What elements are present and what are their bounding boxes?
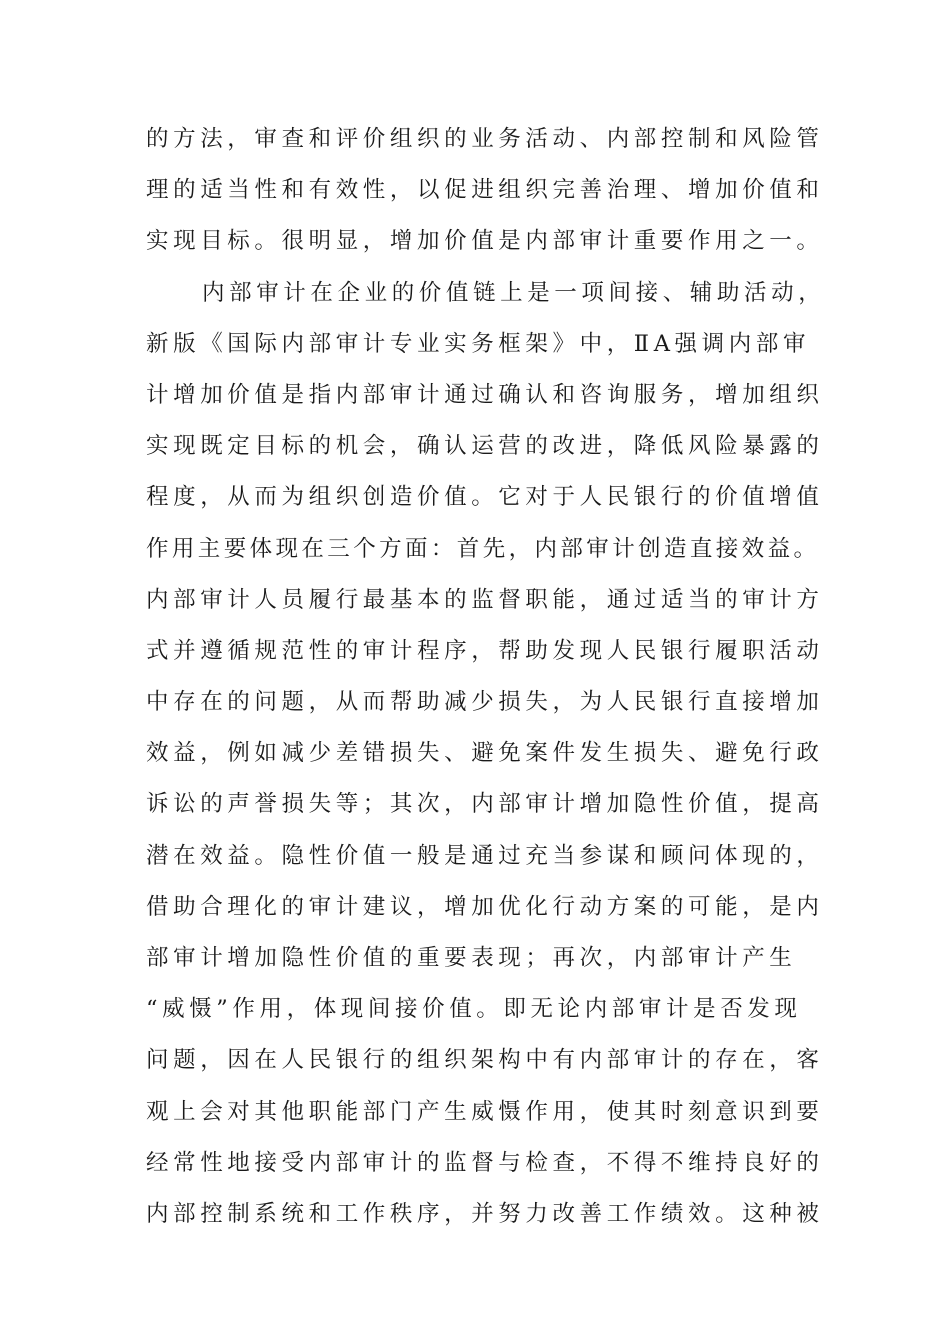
text-line: 理的适当性和有效性，以促进组织完善治理、增加价值和 bbox=[146, 177, 824, 204]
text-line: 潜在效益。隐性价值一般是通过充当参谋和顾问体现的， bbox=[146, 842, 824, 869]
text-line: 作用主要体现在三个方面：首先，内部审计创造直接效益。 bbox=[146, 535, 820, 562]
text-line: 的方法，审查和评价组织的业务活动、内部控制和风险管 bbox=[146, 126, 824, 152]
text-line: 部审计增加隐性价值的重要表现；再次，内部审计产生 bbox=[146, 945, 797, 971]
text-line: 经常性地接受内部审计的监督与检查，不得不维持良好的 bbox=[146, 1149, 824, 1176]
text-line: 诉讼的声誉损失等；其次，内部审计增加隐性价值，提高 bbox=[146, 791, 824, 818]
text-line: 内部审计人员履行最基本的监督职能，通过适当的审计方 bbox=[146, 586, 824, 613]
text-line: 效益，例如减少差错损失、避免案件发生损失、避免行政 bbox=[146, 740, 824, 767]
text-line: 问题，因在人民银行的组织架构中有内部审计的存在，客 bbox=[146, 1047, 824, 1074]
body-text bbox=[146, 114, 826, 1240]
text-line: 程度，从而为组织创造价值。它对于人民银行的价值增值 bbox=[146, 484, 824, 511]
text-line: 实现既定目标的机会，确认运营的改进，降低风险暴露的 bbox=[146, 433, 824, 460]
text-line: 计增加价值是指内部审计通过确认和咨询服务，增加组织 bbox=[146, 381, 824, 408]
text-line: “威慑”作用，体现间接价值。即无论内部审计是否发现 bbox=[146, 996, 802, 1023]
paragraph-first-line: 内部审计在企业的价值链上是一项间接、辅助活动， bbox=[202, 279, 826, 306]
text-line: 中存在的问题，从而帮助减少损失，为人民银行直接增加 bbox=[146, 689, 824, 716]
text-line: 借助合理化的审计建议，增加优化行动方案的可能，是内 bbox=[146, 893, 824, 920]
text-line: 新版《国际内部审计专业实务框架》中，ⅡA强调内部审 bbox=[146, 330, 811, 357]
text-line: 式并遵循规范性的审计程序，帮助发现人民银行履职活动 bbox=[146, 637, 824, 664]
text-line: 观上会对其他职能部门产生威慑作用，使其时刻意识到要 bbox=[146, 1098, 824, 1125]
text-line: 实现目标。很明显，增加价值是内部审计重要作用之一。 bbox=[146, 228, 824, 255]
text-line: 内部控制系统和工作秩序，并努力改善工作绩效。这种被 bbox=[146, 1200, 824, 1227]
